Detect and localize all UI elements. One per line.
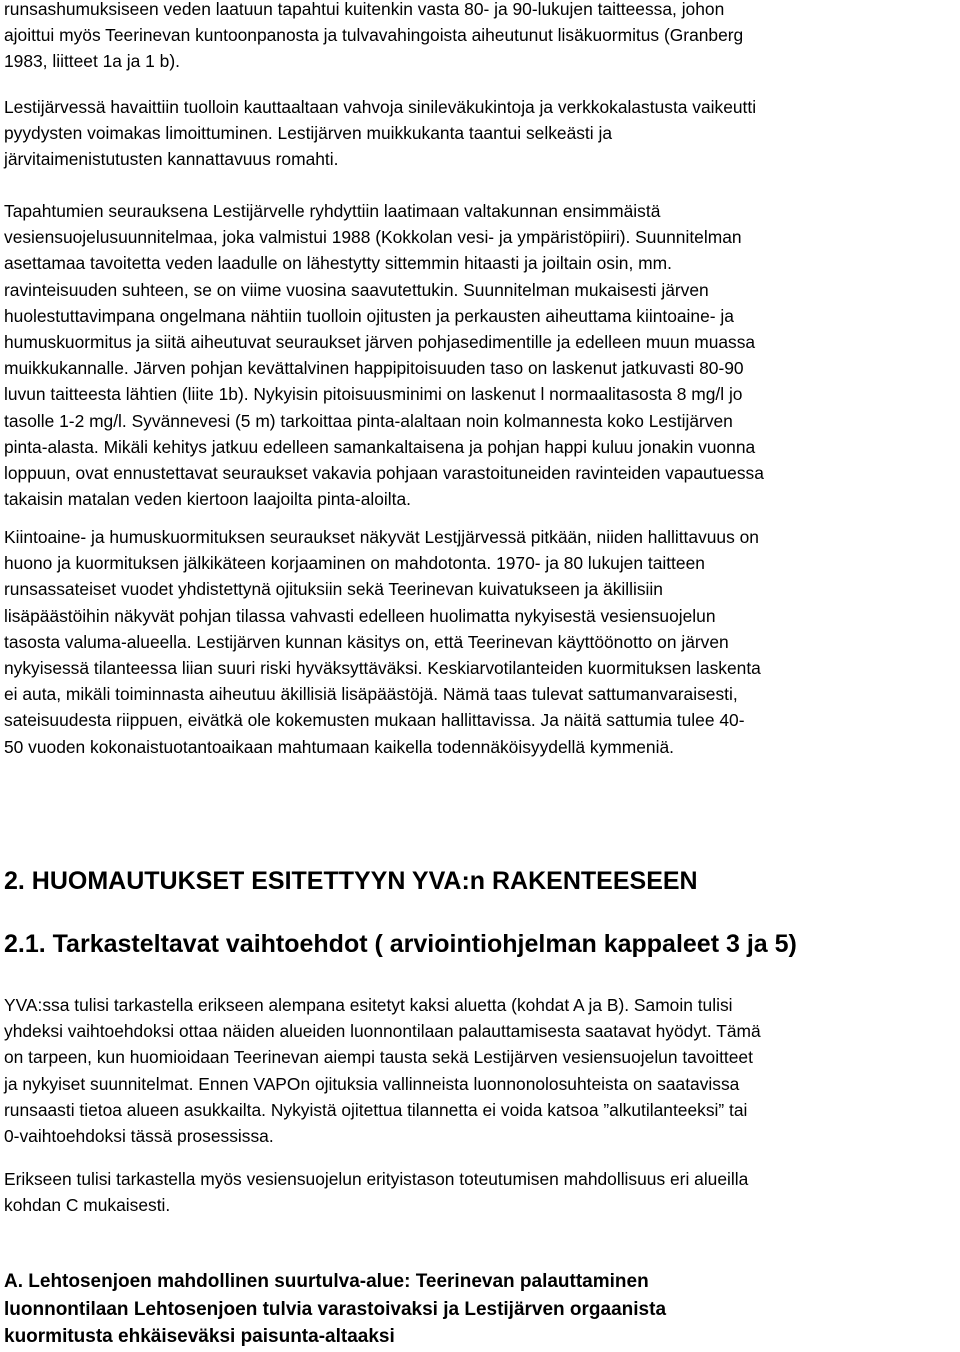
text-line: 1983, liitteet 1a ja 1 b). xyxy=(4,51,180,72)
text-line: ajoittui myös Teerinevan kuntoonpanosta ja tulvavahingoista aiheutunut lisäkuormitus (Granberg xyxy=(4,25,744,46)
text-line: Kiintoaine- ja humuskuormituksen seuraukset näkyvät Lestjjärvessä pitkään, niiden hallittavuus on xyxy=(4,527,759,547)
text-line: 50 vuoden kokonaistuotantoaikaan mahtumaan kaikella todennäköisyydellä kymmeniä. xyxy=(4,736,674,757)
text-line: vesiensuojelusuunnitelmaa, joka valmistui 1988 (Kokkolan vesi- ja ympäristöpiiri). Suunnitelman xyxy=(4,227,742,248)
text-line: pinta-alasta. Mikäli kehitys jatkuu edelleen samankaltaisena ja pohjan happi kuluu jonakin vuonna xyxy=(4,436,756,457)
text-line: ei auta, mikäli toiminnasta aiheutuu äkillisiä lisäpäästöjä. Nämä taas tulevat sattumanvaraisesti, xyxy=(4,684,738,705)
text-line: takaisin matalan veden kiertoon laajoilta pinta-aloilta. xyxy=(4,489,411,510)
paragraph-water-quality xyxy=(4,0,743,75)
text-line: kohdan C mukaisesti. xyxy=(4,1195,171,1216)
text-line: 0-vaihtoehdoksi tässä prosessissa. xyxy=(4,1126,274,1147)
text-line: muikkukannalle. Järven pohjan kevättalvinen happipitoisuuden taso on laskenut jatkuvasti 80-90 xyxy=(4,358,744,379)
text-line: runsassateiset vuodet yhdistettynä ojituksiin sekä Teerinevan kuivatukseen ja äkillisiin xyxy=(4,579,663,600)
text-line: Tapahtumien seurauksena Lestijärvelle ryhdyttiin laatimaan valtakunnan ensimmäistä xyxy=(4,201,661,221)
text-line: runsaasti tietoa alueen asukkailta. Nykyistä ojitettua tilannetta ei voida katsoa ”alkutilanteeksi” tai xyxy=(4,1099,748,1120)
text-line: tasolle 1-2 mg/l. Syvännevesi (5 m) tarkoittaa pinta-alaltaan noin kolmannesta koko Lestijärven xyxy=(4,410,733,431)
text-line: huolestuttavimpana ongelmana nähtiin tuolloin ojitusten ja perkausten aiheuttama kiintoaine- ja xyxy=(4,305,734,326)
text-line: tasosta valuma-alueella. Lestijärven kunnan käsitys on, että Teerinevan käyttöönotto on järven xyxy=(4,631,729,652)
text-line: nykyisessä tilanteessa liian suuri riski hyväksyttäväksi. Keskiarvotilanteiden kuormituksen laskenta xyxy=(4,658,761,679)
paragraph-algae-blooms xyxy=(4,94,756,173)
text-line: on tarpeen, kun huomioidaan Teerinevan aiempi tausta sekä Lestijärven vesiensuojelun tavoitteet xyxy=(4,1047,753,1068)
text-line: ja nykyiset suunnitelmat. Ennen VAPOn ojituksia vallinneista luonnonolosuhteista on saatavissa xyxy=(4,1073,740,1094)
text-line: pyydysten voimakas limoittuminen. Lestijärven muikkukanta taantui selkeästi ja xyxy=(4,123,612,144)
subsection-heading: 2.1. Tarkasteltavat vaihtoehdot ( arviointiohjelman kappaleet 3 ja 5) xyxy=(4,930,797,958)
text-line: runsashumuksiseen veden laatuun tapahtui kuitenkin vasta 80- ja 90-lukujen taitteessa, johon xyxy=(4,0,725,19)
paragraph-alternatives xyxy=(4,992,761,1149)
text-line: asettamaa tavoitetta veden laadulle on lähestytty sittemmin hitaasti ja joiltain osin, mm. xyxy=(4,253,672,274)
text-line: järvitaimenistutusten kannattavuus romahti. xyxy=(4,149,339,170)
text-line: yhdeksi vaihtoehdoksi ottaa näiden alueiden luonnontilaan palauttamisesta saatavat hyödyt. Tämä xyxy=(4,1021,761,1042)
subheading-area-a xyxy=(4,1268,666,1351)
text-line: luonnontilaan Lehtosenjoen tulvia varastoivaksi ja Lestijärven orgaanista xyxy=(4,1298,667,1320)
text-line: Erikseen tulisi tarkastella myös vesiensuojelun erityistason toteutumisen mahdollisuus eri alueilla xyxy=(4,1169,749,1189)
text-line: YVA:ssa tulisi tarkastella erikseen alempana esitetyt kaksi aluetta (kohdat A ja B). Samoin tulisi xyxy=(4,995,733,1015)
paragraph-protection-plan xyxy=(4,198,764,512)
section-heading: 2. HUOMAUTUKSET ESITETTYYN YVA:n RAKENTEESEEN xyxy=(4,867,698,895)
text-line: lisäpäästöihin näkyvät pohjan tilassa vahvasti edelleen huolimatta nykyisestä vesiensuojelun xyxy=(4,605,716,626)
text-line: luvun taitteesta lähtien (liite 1b). Nykyisin pitoisuusminimi on laskenut l normaalitasosta 8 mg/l jo xyxy=(4,384,743,405)
text-line: sateisuudesta riippuen, eivätkä ole kokemusten mukaan hallittavissa. Ja näitä sattumia tulee 40- xyxy=(4,710,745,731)
text-line: Lestijärvessä havaittiin tuolloin kauttaaltaan vahvoja sinileväkukintoja ja verkkokalastusta vaikeutti xyxy=(4,97,757,117)
text-line: A. Lehtosenjoen mahdollinen suurtulva-alue: Teerinevan palauttaminen xyxy=(4,1271,649,1292)
text-line: loppuun, ovat ennustettavat seuraukset vakavia pohjaan varastoituneiden ravinteiden vapautuessa xyxy=(4,463,764,484)
text-line: humuskuormitus ja siitä aiheutuvat seuraukset järven pohjasedimentille ja edelleen muun muassa xyxy=(4,332,756,353)
text-line: huono ja kuormituksen jälkikäteen korjaaminen on mahdotonta. 1970- ja 80 lukujen taitteen xyxy=(4,553,705,574)
text-line: ravinteisuuden suhteen, se on viime vuosina saavutettukin. Suunnitelman mukaisesti järven xyxy=(4,279,709,300)
paragraph-solids-load xyxy=(4,524,761,760)
text-line: kuormitusta ehkäiseväksi paisunta-altaaksi xyxy=(4,1326,395,1347)
paragraph-special-level xyxy=(4,1166,748,1218)
